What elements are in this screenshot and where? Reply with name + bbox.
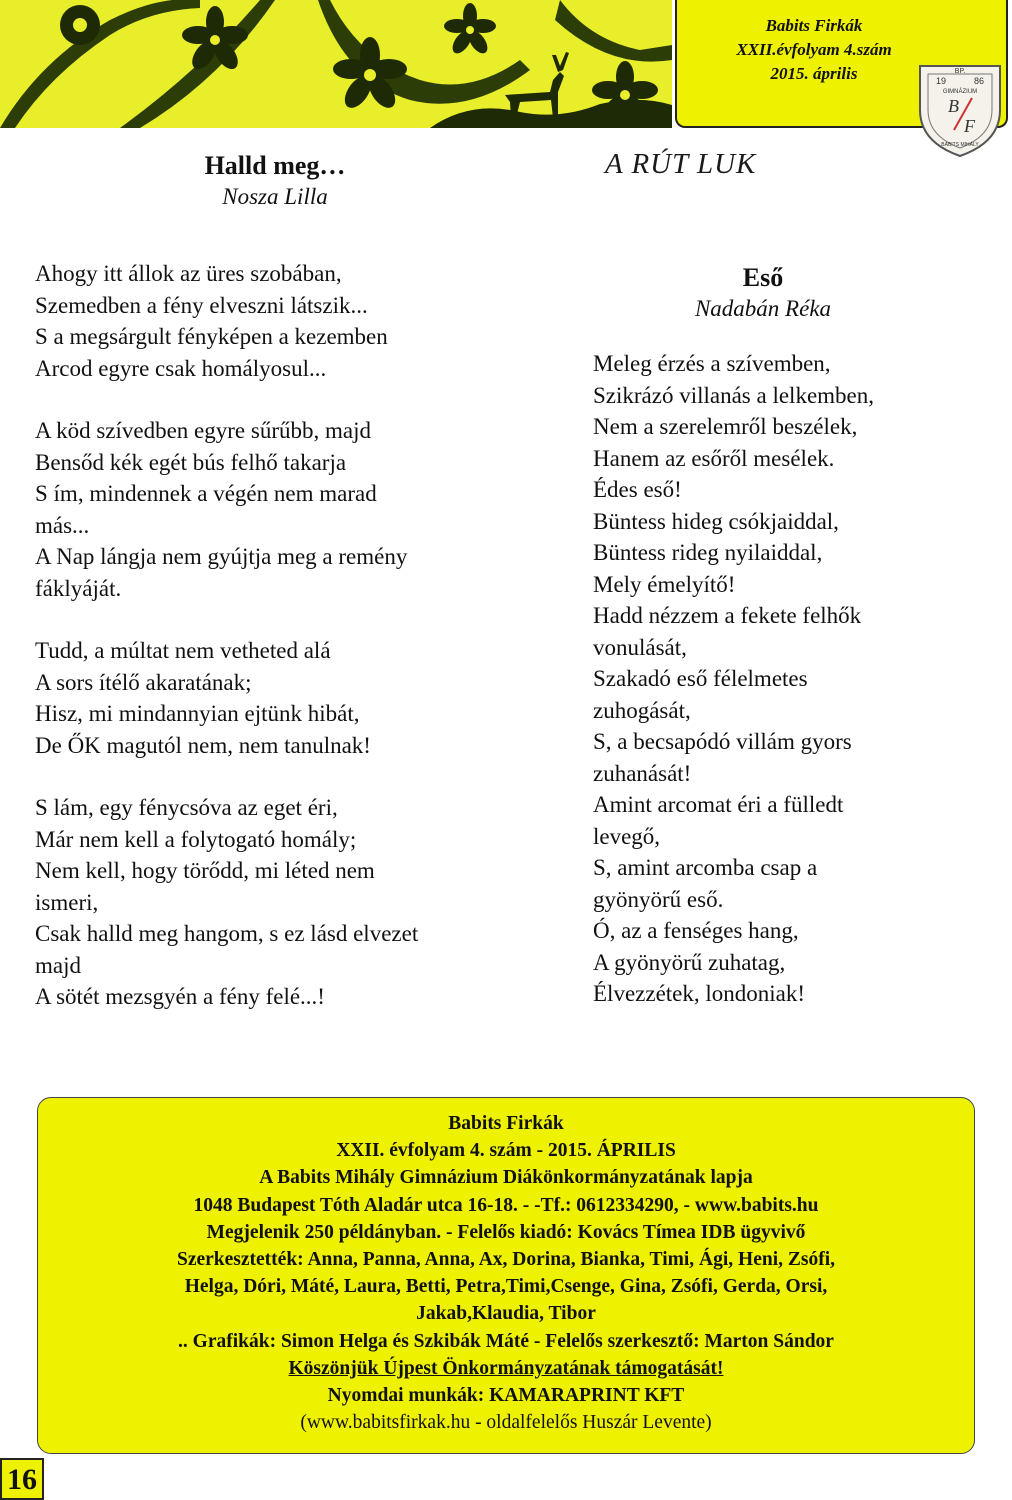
poem-line: gyönyörű eső.: [593, 886, 724, 912]
poem-halld-meg: [35, 150, 515, 1044]
school-crest-icon: [914, 60, 1006, 160]
stanza: [35, 792, 515, 1013]
crest-letter-f: F: [964, 116, 975, 136]
imprint-thanks: Köszönjük Újpest Önkormányzatának támogatását!: [288, 1357, 724, 1379]
poem-title: Eső: [742, 263, 784, 292]
poem-line: ismeri,: [35, 889, 99, 915]
poem-line: A köd szívedben egyre sűrűbb, majd: [35, 418, 371, 443]
poem-line: Büntess rideg nyilaiddal,: [593, 540, 823, 565]
poem-line: S a megsárgult fényképen a kezemben: [35, 324, 388, 349]
decorative-banner: [0, 0, 672, 128]
poem-line: Hanem az esőről mesélek.: [593, 445, 835, 471]
poem-line: Csak halld meg hangom, s ez lásd elvezet: [35, 921, 419, 946]
header-title: Babits Firkák: [765, 16, 863, 35]
stanza: [35, 415, 515, 604]
crest-bottom-text: BABITS MIHÁLY: [941, 142, 979, 148]
poem-line: S ím, mindennek a végén nem marad: [35, 481, 377, 506]
poem-line: Nem a szerelemről beszélek,: [593, 414, 858, 439]
poem-line: fáklyáját.: [35, 575, 122, 601]
poem-body: [593, 348, 973, 1010]
imprint-circulation: Megjelenik 250 példányban. - Felelős kiadó: Kovács Tímea IDB ügyvivő: [206, 1221, 806, 1243]
poem-line: zuhogását,: [593, 697, 691, 723]
poem-eso: [593, 150, 973, 1010]
poem-line: Hisz, mi mindannyian ejtünk hibát,: [35, 701, 360, 726]
poem-line: Tudd, a múltat nem vetheted alá: [35, 638, 331, 663]
poem-line: Már nem kell a folytogató homály;: [35, 826, 357, 852]
poem-line: Szemedben a fény elveszni látszik...: [35, 292, 368, 318]
poem-author: Nosza Lilla: [222, 184, 328, 209]
stanza: [35, 258, 515, 384]
poem-line: A sors ítélő akaratának;: [35, 669, 252, 695]
poem-line: Meleg érzés a szívemben,: [593, 351, 831, 376]
poem-line: levegő,: [593, 823, 661, 849]
imprint-address: 1048 Budapest Tóth Aladár utca 16-18. - -Tf.: 0612334290, - www.babits.hu: [193, 1194, 819, 1216]
crest-year-right: 86: [973, 76, 984, 86]
poem-line: A sötét mezsgyén a fény felé...!: [35, 984, 325, 1009]
crest-letter-b: B: [948, 96, 959, 116]
poem-line: Amint arcomat éri a fülledt: [593, 792, 844, 817]
imprint-title: Babits Firkák: [448, 1113, 564, 1134]
poem-line: Arcod egyre csak homályosul...: [35, 355, 327, 381]
imprint-website: (www.babitsfirkak.hu - oldalfelelős Huszár Levente): [300, 1412, 712, 1434]
poem-line: Ó, az a fenséges hang,: [593, 918, 799, 943]
crest-year-left: 19: [936, 76, 947, 86]
poem-line: De ŐK magutól nem, nem tanulnak!: [35, 732, 371, 758]
imprint-editors: Szerkesztették: Anna, Panna, Anna, Ax, Dorina, Bianka, Timi, Ági, Heni, Zsófi,: [176, 1249, 836, 1271]
poem-line: Büntess hideg csókjaiddal,: [593, 508, 839, 534]
page-number: 16: [0, 1458, 44, 1500]
header-volume: XXII.évfolyam 4.szám: [736, 40, 892, 59]
poem-line: S, amint arcomba csap a: [593, 855, 818, 880]
poem-line: S, a becsapódó villám gyors: [593, 729, 852, 754]
poem-line: Ahogy itt állok az üres szobában,: [35, 261, 342, 286]
poem-line: A Nap lángja nem gyújtja meg a remény: [35, 544, 408, 569]
poem-body: [35, 258, 515, 1013]
imprint-editors-cont: Helga, Dóri, Máté, Laura, Betti, Petra,Timi,Csenge, Gina, Zsófi, Gerda, Orsi,: [184, 1276, 828, 1298]
poem-line: Nem kell, hogy törődd, mi léted nem: [35, 858, 375, 883]
poem-title: Halld meg…: [204, 151, 346, 180]
imprint-graphics: .. Grafikák: Simon Helga és Szkibák Máté - Felelős szerkesztő: Marton Sándor: [178, 1330, 834, 1352]
imprint-editors-end: Jakab,Klaudia, Tibor: [416, 1303, 596, 1325]
imprint-printing: Nyomdai munkák: KAMARAPRINT KFT: [327, 1385, 685, 1407]
imprint-box: [37, 1097, 975, 1454]
poem-line: zuhanását!: [593, 760, 692, 786]
poem-line: vonulását,: [593, 634, 687, 660]
imprint-publisher: A Babits Mihály Gimnázium Diákönkormányzatának lapja: [259, 1167, 753, 1189]
poem-line: Mely émelyítő!: [593, 571, 736, 597]
deer-icon: [505, 52, 569, 118]
poem-line: más...: [35, 512, 90, 538]
poem-line: S lám, egy fénycsóva az eget éri,: [35, 795, 338, 820]
crest-top-text: BP.: [954, 68, 966, 75]
stanza: [35, 635, 515, 761]
poem-author: Nadabán Réka: [694, 296, 832, 321]
poem-line: Bensőd kék egét bús felhő takarja: [35, 449, 347, 475]
poem-line: A gyönyörű zuhatag,: [593, 949, 786, 975]
poem-line: Szakadó eső félelmetes: [593, 666, 808, 691]
floral-illustration: [0, 0, 672, 128]
poem-line: majd: [35, 952, 81, 978]
poem-line: Édes eső!: [593, 477, 682, 502]
imprint-issue: XXII. évfolyam 4. szám - 2015. ÁPRILIS: [336, 1140, 676, 1162]
crest-ring-text: GIMNÁZIUM: [942, 89, 978, 95]
poem-line: Élvezzétek, londoniak!: [593, 981, 806, 1006]
section-title: A RÚT LUK: [605, 148, 757, 180]
poem-line: Hadd nézzem a fekete felhők: [593, 603, 862, 628]
poem-line: Szikrázó villanás a lelkemben,: [593, 382, 875, 408]
header-date: 2015. április: [770, 64, 858, 83]
